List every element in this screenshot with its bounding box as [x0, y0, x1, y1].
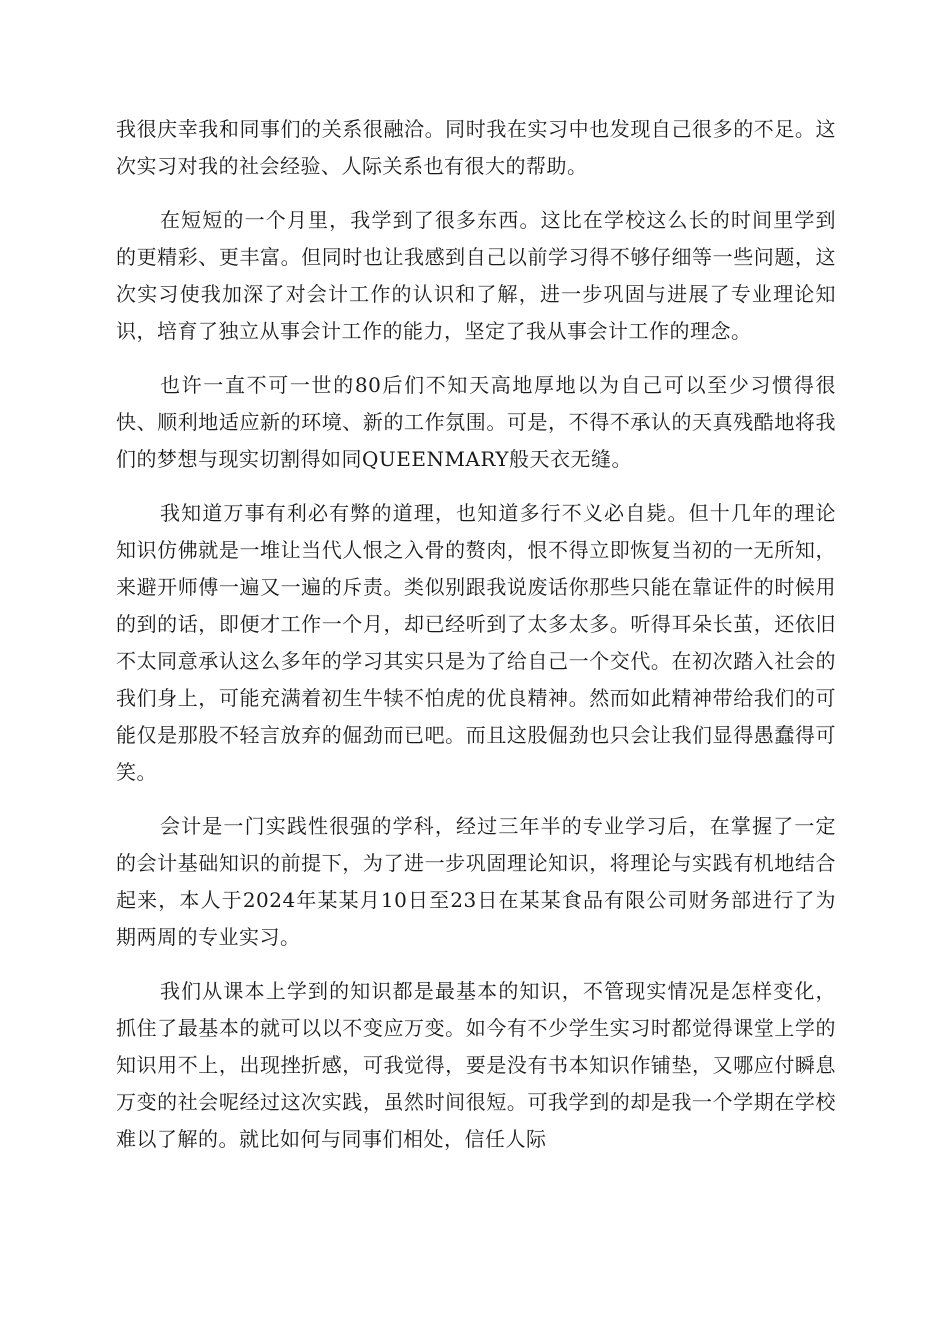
paragraph-3: 也许一直不可一世的80后们不知天高地厚地以为自己可以至少习惯得很快、顺利地适应新的环境、新的工作氛围。可是，不得不承认的天真残酷地将我们的梦想与现实切割得如同QUEENMARY般天衣无缝。 [116, 373, 836, 471]
document-body [116, 111, 836, 1175]
paragraph-4: 我知道万事有利必有弊的道理，也知道多行不义必自毙。但十几年的理论知识仿佛就是一堆让当代人恨之入骨的赘肉，恨不得立即恢复当初的一无所知，来避开师傅一遍又一遍的斥责。类似别跟我说废话你那些只能在靠证件的时候用的到的话，即便才工作一个月，却已经听到了太多太多。听得耳朵长茧，还依旧不太同意承认这么多年的学习其实只是为了给自己一个交代。在初次踏入社会的我们身上，可能充满着初生牛犊不怕虎的优良精神。然而如此精神带给我们的可能仅是那股不轻言放弃的倔劲而已吧。而且这股倔劲也只会让我们显得愚蠢得可笑。 [116, 501, 836, 784]
paragraph-2: 在短短的一个月里，我学到了很多东西。这比在学校这么长的时间里学到的更精彩、更丰富。但同时也让我感到自己以前学习得不够仔细等一些问题，这次实习使我加深了对会计工作的认识和了解，进一步巩固与进展了专业理论知识，培育了独立从事会计工作的能力，坚定了我从事会计工作的理念。 [116, 208, 836, 343]
paragraph-5: 会计是一门实践性很强的学科，经过三年半的专业学习后，在掌握了一定的会计基础知识的前提下，为了进一步巩固理论知识，将理论与实践有机地结合起来，本人于2024年某某月10日至23日在某某食品有限公司财务部进行了为期两周的专业实习。 [116, 814, 836, 949]
paragraph-1: 我很庆幸我和同事们的关系很融洽。同时我在实习中也发现自己很多的不足。这次实习对我的社会经验、人际关系也有很大的帮助。 [116, 117, 836, 178]
paragraph-6: 我们从课本上学到的知识都是最基本的知识，不管现实情况是怎样变化，抓住了最基本的就可以以不变应万变。如今有不少学生实习时都觉得课堂上学的知识用不上，出现挫折感，可我觉得，要是没有书本知识作铺垫，又哪应付瞬息万变的社会呢经过这次实践，虽然时间很短。可我学到的却是我一个学期在学校难以了解的。就比如何与同事们相处，信任人际 [116, 979, 836, 1151]
